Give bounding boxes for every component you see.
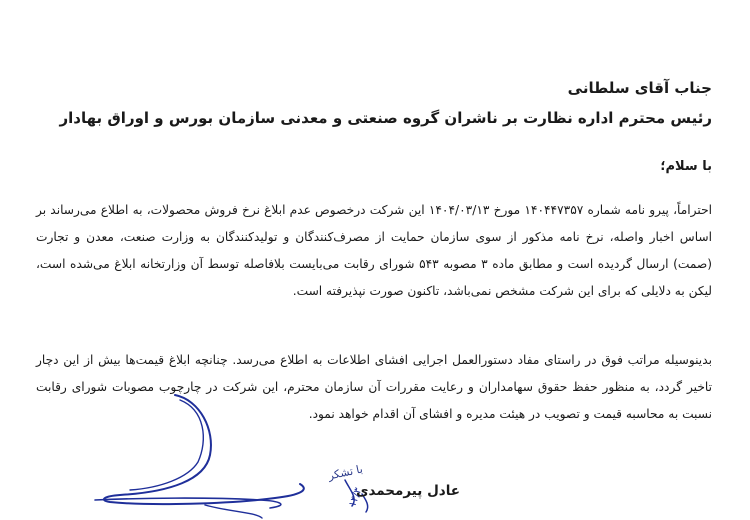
signer-name: عادل پیرمحمدی [356, 483, 460, 499]
salutation: با سلام؛ [660, 159, 712, 174]
body-paragraph-2: بدینوسیله مراتب فوق در راستای مفاد دستورالعمل اجرایی افشای اطلاعات به اطلاع می‌رسد. چنانچه ابلاغ قیمت‌ها بیش از این دچار تاخیر گردد، به منظور حفظ حقوق سهامداران و رعایت مقررات آن سازمان محترم، این شرکت در چارچوب مصوبات شورای رقابت نسبت به محاسبه قیمت و تصویب در هیئت مدیره و افشای آن اقدام خواهد نمود. [36, 353, 712, 421]
addressee-title: رئیس محترم اداره نظارت بر ناشران گروه صنعتی و معدنی سازمان بورس و اوراق بهادار [59, 109, 712, 127]
addressee: جناب آقای سلطانی [567, 79, 712, 97]
handwritten-date: ۱۴/۳ [347, 486, 365, 509]
body-paragraph-1: احتراماً، پیرو نامه شماره ۱۴۰۴۴۷۳۵۷ مورخ ۱۴۰۴/۰۳/۱۳ این شرکت درخصوص عدم ابلاغ نرخ فروش محصولات، به اطلاع می‌رساند بر اساس اخبار واصله، نرخ نامه مذکور از سوی سازمان حمایت از مصرف‌کنندگان و تولیدکنندگان به وزارت صنعت، معدن و تجارت (صمت) ارسال گردیده است و مطابق ماده ۳ مصوبه ۵۴۳ شورای رقابت می‌بایست بلافاصله توسط آن وزارتخانه ابلاغ می‌شده است، لیکن به دلایلی که برای این شرکت مشخص نمی‌باشد، تاکنون صورت نپذیرفته است. [36, 203, 713, 298]
handwritten-note: با تشکر [327, 462, 364, 483]
